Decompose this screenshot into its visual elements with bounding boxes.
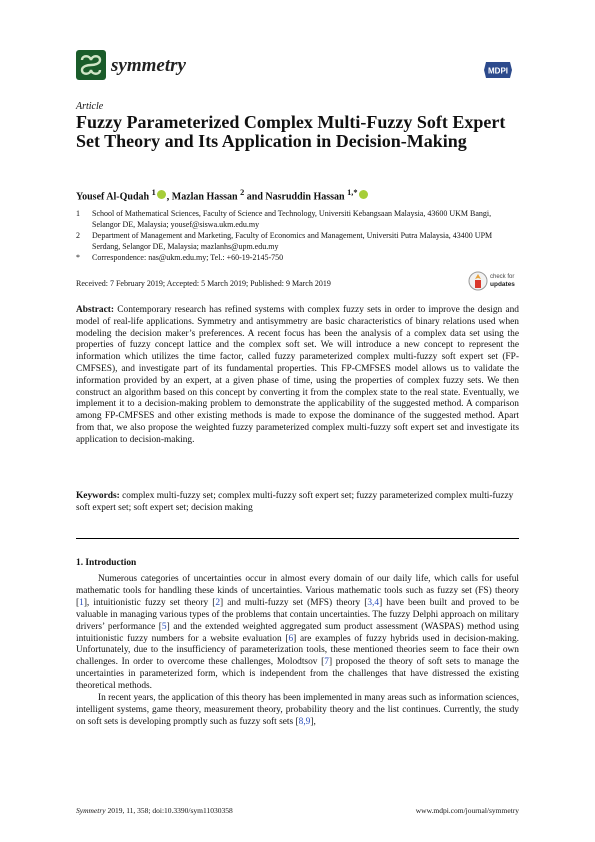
mdpi-logo-icon: [482, 60, 514, 80]
keywords: [76, 491, 519, 515]
paper-title: Fuzzy Parameterized Complex Multi-Fuzzy Soft Expert Set Theory and Its Application in Decision-Making: [76, 112, 506, 151]
author-affil-sup: 2: [240, 188, 245, 197]
citation-link[interactable]: 6: [288, 633, 294, 644]
author-affil-sup: 1,*: [347, 188, 358, 197]
footer-url[interactable]: www.mdpi.com/journal/symmetry: [415, 806, 519, 815]
author-name[interactable]: Mazlan Hassan: [171, 191, 238, 203]
orcid-icon[interactable]: [157, 190, 166, 199]
body-text: Numerous categories of uncertainties occur in almost every domain of our daily life, which calls for useful mathematic tools for handling these kinds of uncertainties. Various mathematic tools such as fuzzy set (FS) theory [: [76, 574, 519, 608]
article-type: Article: [76, 101, 104, 112]
body-text: ] and the extended weighted aggregated sum product assessment (WASPAS) method using intuitionistic fuzzy numbers for a website evaluation [: [76, 621, 519, 644]
keywords-label: Keywords:: [76, 491, 120, 501]
check-updates-line1: check for: [490, 274, 515, 280]
body-text: In recent years, the application of this theory has been implemented in many areas such as information sciences, intelligent systems, game theory, measurement theory, probability theory and the list continues. Currently, the study on soft sets is developing promptly such as fuzzy soft sets [: [76, 693, 519, 727]
author-name[interactable]: Nasruddin Hassan: [265, 191, 345, 203]
body-paragraph: [76, 574, 519, 693]
abstract-label: Abstract:: [76, 305, 115, 315]
affiliation-item: [76, 230, 516, 252]
footer-journal: Symmetry: [76, 806, 106, 815]
author-list: Yousef Al-Qudah $^1$ , Mazlan Hassan $^2$ and Nasruddin Hassan $^{1,*}$: [76, 188, 369, 202]
body-text: ] and multi-fuzzy set (MFS) theory [: [220, 597, 368, 608]
footer-doi[interactable]: 2019, 11, 358; doi:10.3390/sym11030358: [107, 806, 233, 815]
affiliation-text: School of Mathematical Sciences, Faculty of Science and Technology, Universiti Kebangsaan Malaysia, 43600 UKM Bangi, Selangor DE, Malaysia; yousef@siswa.ukm.edu.my: [92, 209, 492, 229]
correspondence-text: Correspondence: nas@ukm.edu.my; Tel.: +60-19-2145-750: [92, 253, 284, 262]
body-text: ], intuitionistic fuzzy set theory [: [83, 597, 216, 608]
section-heading: 1. Introduction: [76, 558, 137, 568]
footer-citation: [76, 806, 233, 815]
check-for-updates-badge[interactable]: [468, 271, 528, 293]
author-affil-sup: 1: [151, 188, 156, 197]
citation-link[interactable]: 7: [324, 657, 329, 668]
symmetry-logo-icon: [76, 50, 106, 80]
keywords-text: complex multi-fuzzy set; complex multi-fuzzy soft expert set; fuzzy parameterized complex multi-fuzzy soft expert set; soft expert set; decision making: [76, 491, 514, 513]
affiliation-number: *: [76, 253, 80, 262]
section-divider: [76, 538, 519, 539]
mdpi-logo-text: MDPI: [488, 66, 508, 76]
affiliation-number: 2: [76, 231, 80, 240]
affiliations: [76, 208, 516, 263]
section-body: [76, 574, 519, 729]
affiliation-text: Department of Management and Marketing, Faculty of Economics and Management, Universiti Putra Malaysia, 43400 UPM Serdang, Selangor DE, Malaysia; mazlanhs@upm.edu.my: [92, 231, 493, 251]
body-paragraph: [76, 693, 519, 729]
check-updates-line2: updates: [490, 281, 515, 288]
citation-link[interactable]: 5: [161, 621, 167, 632]
affiliation-item: [76, 208, 516, 230]
check-updates-icon: [468, 271, 488, 291]
affiliation-number: 1: [76, 209, 80, 218]
author-name[interactable]: Yousef Al-Qudah: [76, 191, 150, 203]
body-text: ] proposed the theory of soft sets to manage the uncertainties in parameterized form, which is independent from the challenges that have distressed the existing theoretical methods.: [76, 657, 519, 692]
affiliation-item: [76, 252, 516, 263]
body-text: ] have been built and proved to be valuable in managing various types of the problems that contain uncertainties. The fuzzy Delphi approach on military drivers’ performance [: [76, 597, 519, 632]
body-text: ],: [310, 716, 316, 727]
abstract-text: Contemporary research has refined systems with complex fuzzy sets in order to improve the design and model of real-life applications. Symmetry and antisymmetry are basic characteristics of binary relations used when modeling the decision maker’s preferences. A recent focus has been the analysis of a complex data set using the properties of fuzzy concept lattice and the complex soft set. We will introduce a new concept to represent the information which utilizes the time factor, called fuzzy parameterized complex multi-fuzzy soft expert set (FP-CMFSES), and investigate part of its fundamental properties. This FP-CMFSES model allows us to validate the information provided by an expert, at a given phase of time, using the properties of complex fuzzy sets. We then construct an algorithm based on this concept by converting it from the complex state to the real state. Eventually, we implement it to a decision-making problem to demonstrate the applicability of the suggested method. A comparison among FP-CMFSES and other existing methods is made to expose the dominance of the suggested method. Apart from that, we also propose the weighted fuzzy parameterized complex multi-fuzzy soft expert set and investigate its application to decision-making.: [76, 305, 519, 445]
citation-link[interactable]: 8,9: [298, 716, 311, 727]
citation-link[interactable]: 1: [79, 597, 84, 608]
publication-dates: Received: 7 February 2019; Accepted: 5 March 2019; Published: 9 March 2019: [76, 279, 331, 288]
citation-link[interactable]: 3,4: [367, 597, 380, 608]
journal-name: symmetry: [111, 55, 186, 76]
citation-link[interactable]: 2: [215, 597, 221, 608]
abstract: [76, 305, 519, 447]
body-text: ] are examples of fuzzy hybrids used in decision-making. Unfortunately, due to the insufficiency of parameterization tools, these mentioned theories seem to face their own challenges. In order to overcome these challenges, Molodtsov [: [76, 633, 520, 668]
orcid-icon[interactable]: [359, 190, 368, 199]
